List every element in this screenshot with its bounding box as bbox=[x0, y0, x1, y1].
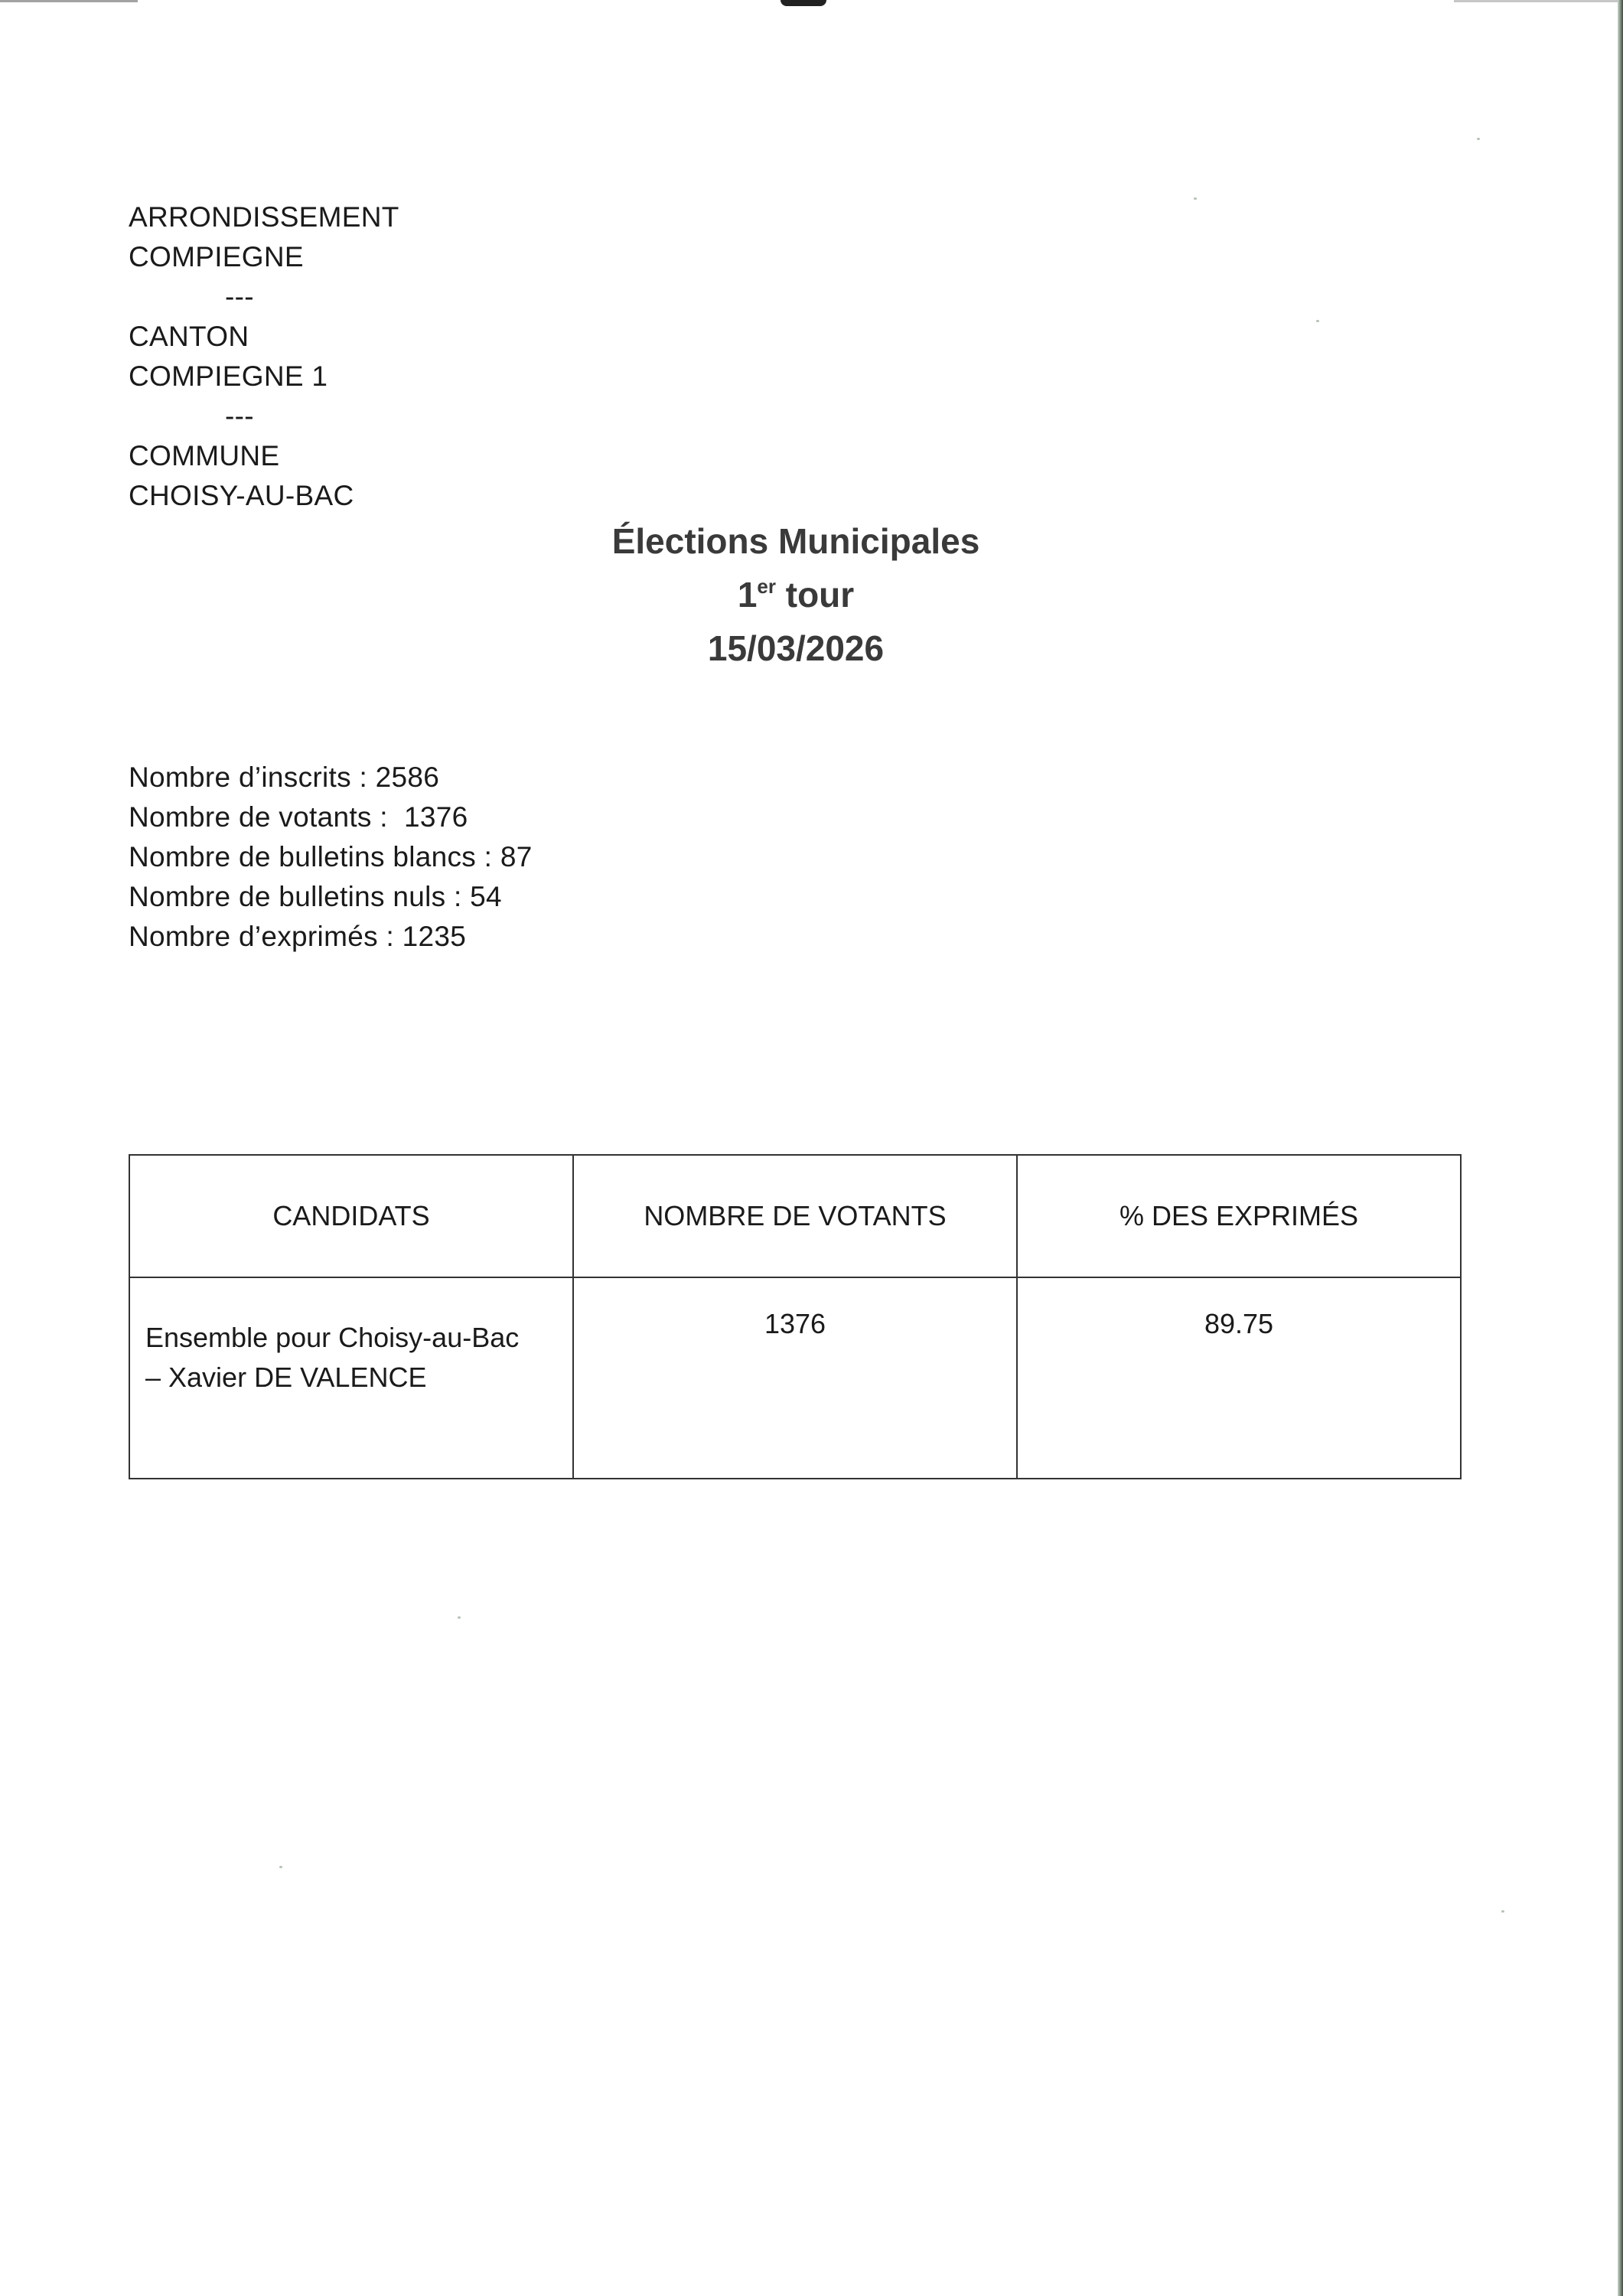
scan-binder-mark bbox=[781, 0, 826, 6]
scan-speck bbox=[1316, 320, 1319, 322]
round-word: tour bbox=[785, 575, 855, 615]
commune-value: CHOISY-AU-BAC bbox=[129, 480, 354, 511]
stat-nuls: Nombre de bulletins nuls : 54 bbox=[129, 881, 502, 912]
commune-label: COMMUNE bbox=[129, 440, 280, 471]
canton-label: CANTON bbox=[129, 321, 249, 352]
results-table bbox=[129, 1154, 1462, 1479]
election-title: Élections Municipales bbox=[611, 521, 980, 561]
scan-speck bbox=[1194, 197, 1197, 200]
column-header-votants: NOMBRE DE VOTANTS bbox=[573, 1155, 1017, 1277]
table-header-row bbox=[129, 1155, 1461, 1277]
scan-border-right bbox=[1618, 0, 1623, 2296]
scan-speck bbox=[1501, 1910, 1504, 1913]
column-header-pct: % DES EXPRIMÉS bbox=[1017, 1155, 1461, 1277]
administrative-header bbox=[129, 197, 399, 516]
scan-speck bbox=[279, 1866, 282, 1868]
canton-value: COMPIEGNE 1 bbox=[129, 360, 328, 392]
election-date: 15/03/2026 bbox=[707, 628, 885, 668]
pct-exprimes-cell: 89.75 bbox=[1017, 1277, 1461, 1479]
column-header-candidats: CANDIDATS bbox=[129, 1155, 573, 1277]
stat-inscrits: Nombre d’inscrits : 2586 bbox=[129, 762, 440, 793]
round-suffix: er bbox=[757, 575, 776, 598]
document-title bbox=[0, 514, 1592, 675]
scan-speck bbox=[1477, 138, 1480, 140]
header-separator: --- bbox=[225, 281, 254, 312]
stat-blancs: Nombre de bulletins blancs : 87 bbox=[129, 841, 533, 872]
candidate-cell bbox=[129, 1277, 573, 1479]
election-round bbox=[0, 568, 1592, 621]
table-row bbox=[129, 1277, 1461, 1479]
stat-exprimes: Nombre d’exprimés : 1235 bbox=[129, 921, 467, 952]
votants-cell: 1376 bbox=[573, 1277, 1017, 1479]
round-number: 1 bbox=[737, 575, 758, 615]
header-separator: --- bbox=[225, 400, 254, 432]
arrondissement-label: ARRONDISSEMENT bbox=[129, 201, 399, 233]
arrondissement-value: COMPIEGNE bbox=[129, 241, 304, 272]
scan-speck bbox=[458, 1616, 461, 1619]
candidate-list-name: Ensemble pour Choisy-au-Bac bbox=[145, 1322, 520, 1353]
vote-statistics bbox=[129, 758, 533, 957]
stat-votants: Nombre de votants : 1376 bbox=[129, 801, 468, 833]
candidate-head-name: – Xavier DE VALENCE bbox=[145, 1362, 427, 1393]
